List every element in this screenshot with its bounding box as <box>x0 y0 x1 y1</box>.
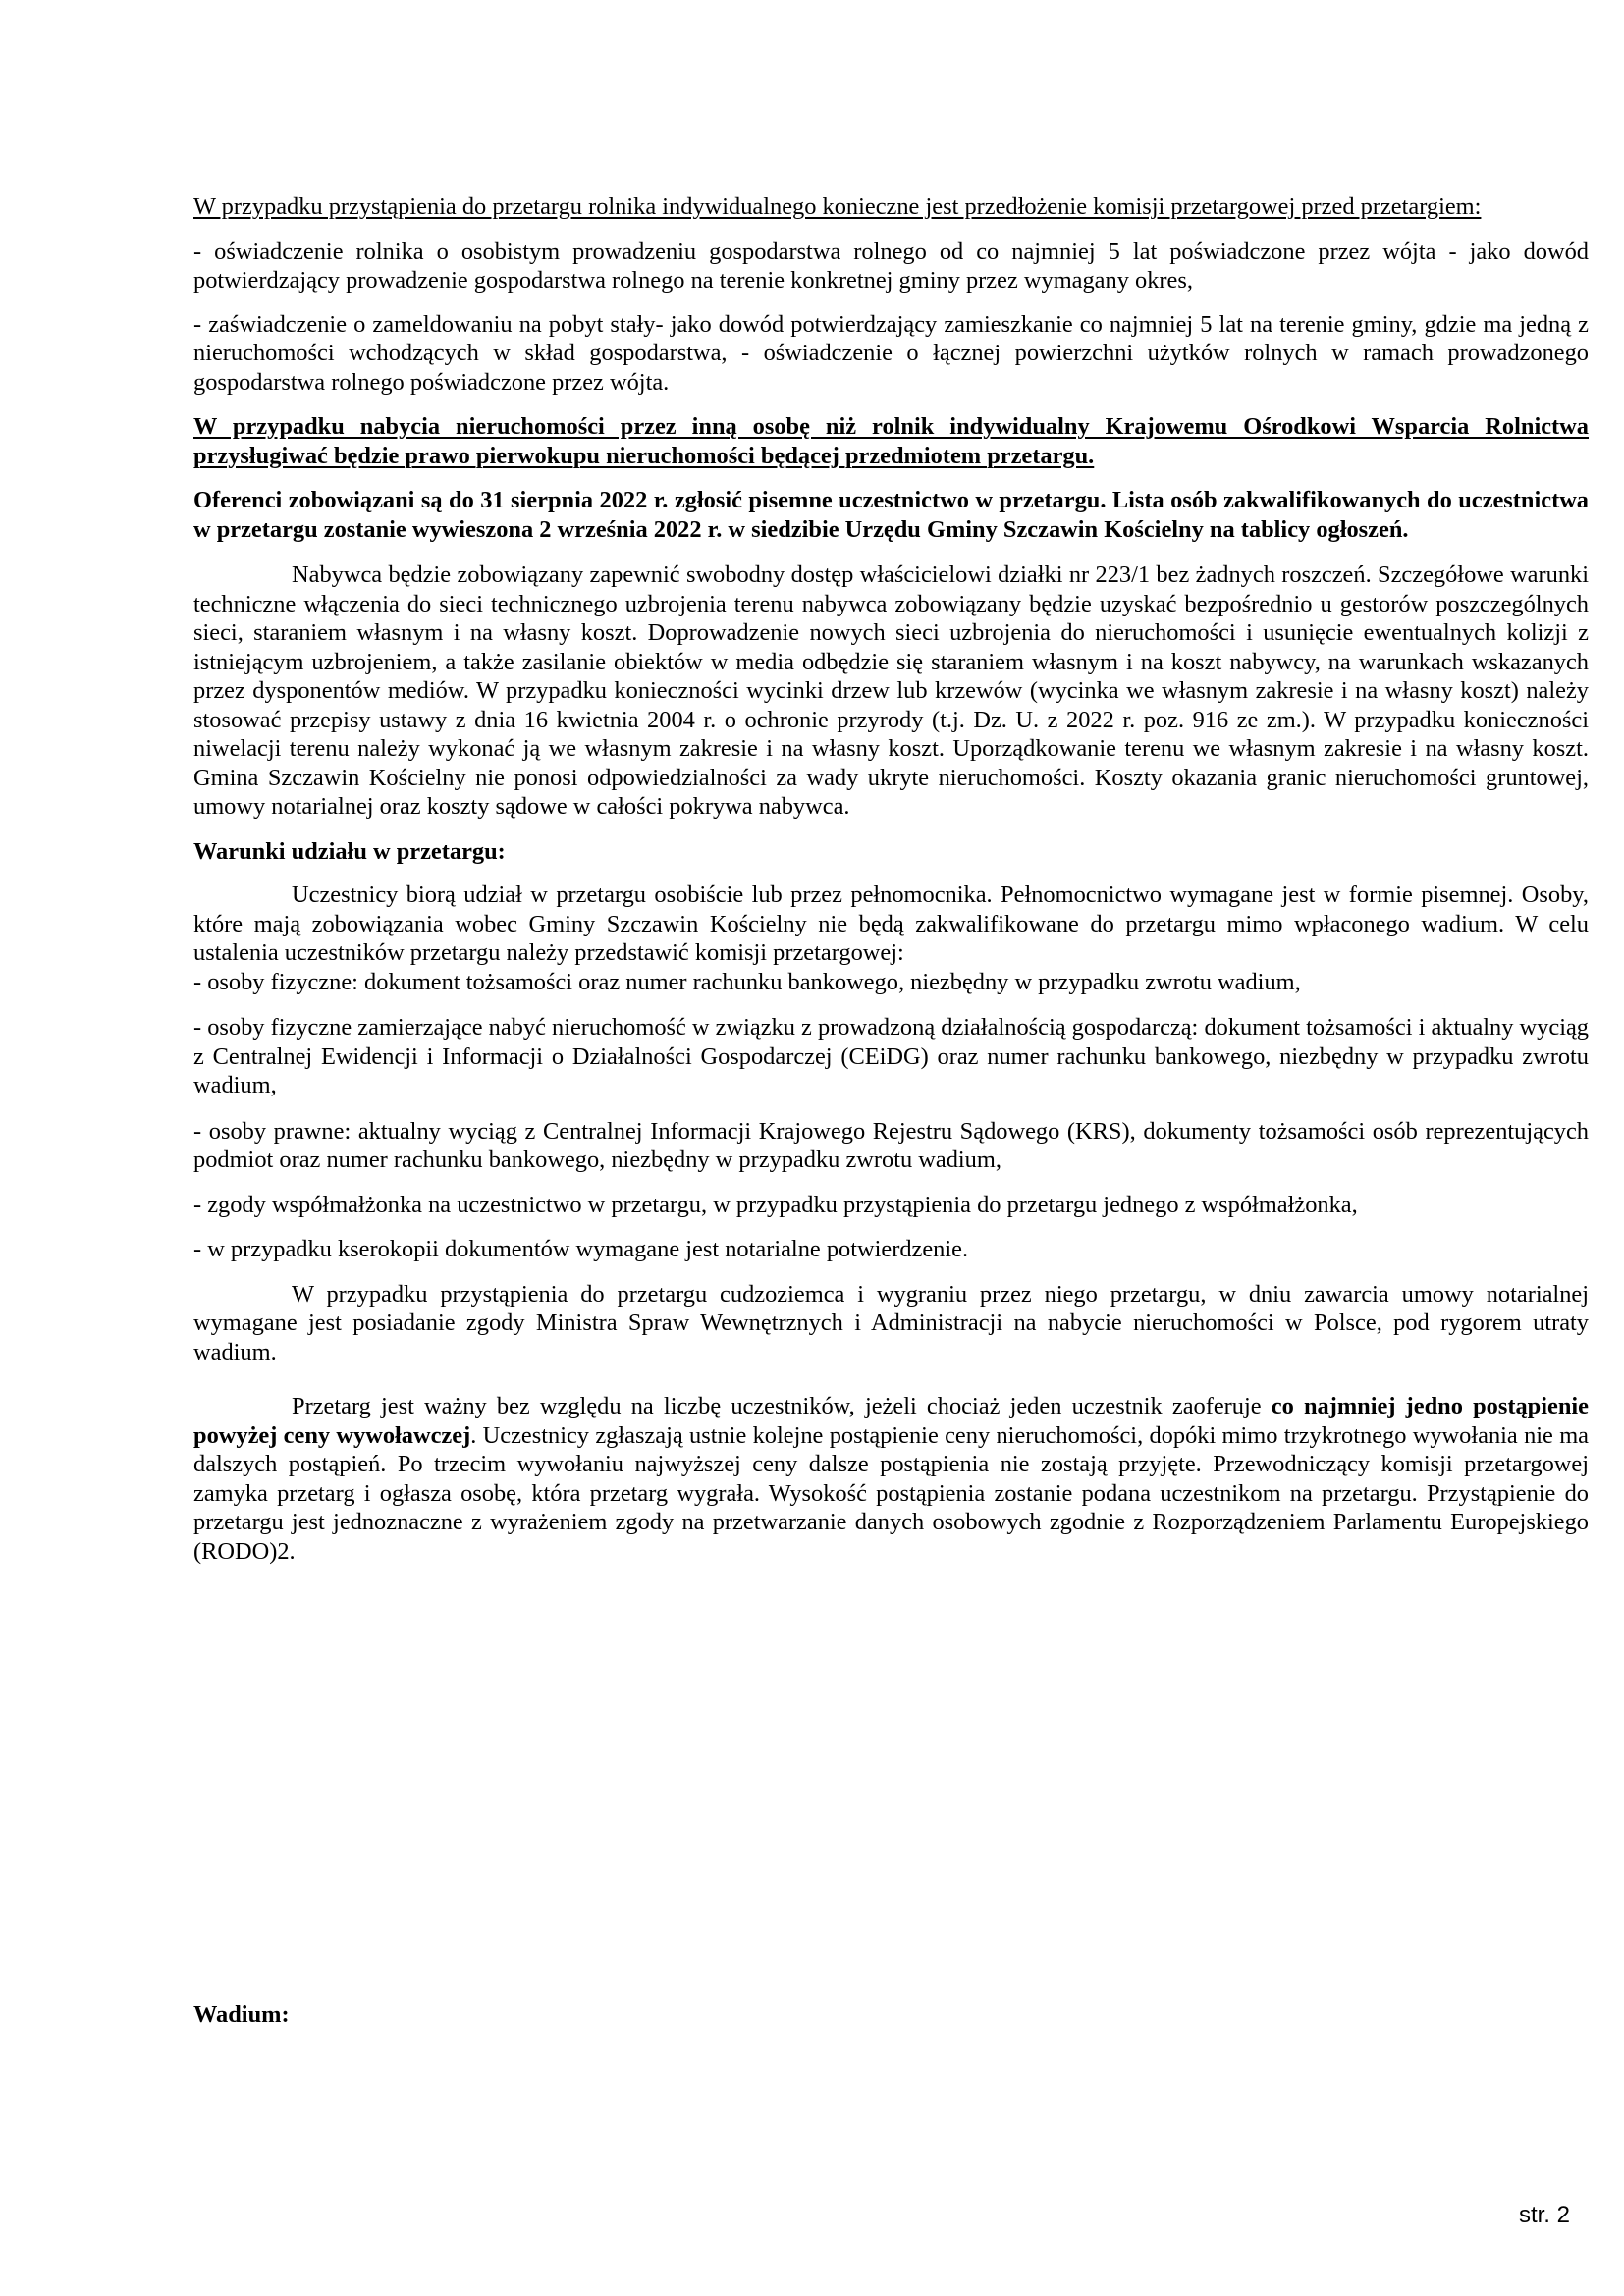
page-number: str. 2 <box>1518 2202 1570 2228</box>
legal-persons-item: - osoby prawne: aktualny wyciąg z Centralnej Informacji Krajowego Rejestru Sądowego (KRS), dokumenty tożsamości osób reprezentujących podmiot oraz numer rachunku bankowego, niezbędny w przypadku zwrotu wadium, <box>193 1117 1589 1173</box>
notarized-copies-item: - w przypadku kserokopii dokumentów wymagane jest notarialne potwierdzenie. <box>193 1236 969 1262</box>
business-persons-item: - osoby fizyczne zamierzające nabyć nieruchomość w związku z prowadzoną działalnością gospodarczą: dokument tożsamości i aktualny wyciąg z Centralnej Ewidencji i Informacji o Działalności Gospodarczej (CEiDG) oraz numer rachunku bankowego, niezbędny w przypadku zwrotu wadium, <box>193 1014 1589 1098</box>
natural-persons-item: - osoby fizyczne: dokument tożsamości oraz numer rachunku bankowego, niezbędny w przypadku zwrotu wadium, <box>193 968 1301 995</box>
document-body <box>193 192 1589 1580</box>
preemption-right-notice: W przypadku nabycia nieruchomości przez inną osobę niż rolnik indywidualny Krajowemu Ośrodkowi Wsparcia Rolnictwa przysługiwać będzie prawo pierwokupu nieruchomości będącej przedmiotem przetargu. <box>193 413 1589 469</box>
participation-conditions-paragraph: Uczestnicy biorą udział w przetargu osobiście lub przez pełnomocnika. Pełnomocnictwo wymagane jest w formie pisemnej. Osoby, które mają zobowiązania wobec Gminy Szczawin Kościelny nie będą zakwalifikowane do przetargu mimo wpłaconego wadium. W celu ustalenia uczestników przetargu należy przedstawić komisji przetargowej: <box>193 881 1589 966</box>
participation-conditions-heading: Warunki udziału w przetargu: <box>193 837 506 865</box>
residence-certificate-item: - zaświadczenie o zameldowaniu na pobyt stały- jako dowód potwierdzający zamieszkanie co najmniej 5 lat na terenie gminy, gdzie ma jedną z nieruchomości wchodzących w skład gospodarstwa, - oświadczenie o łącznej powierzchni użytków rolnych w ramach prowadzonego gospodarstwa rolnego poświadczone przez wójta. <box>193 310 1589 396</box>
farmer-requirements-intro: W przypadku przystąpienia do przetargu rolnika indywidualnego konieczne jest przedłożenie komisji przetargowej przed przetargiem: <box>193 193 1482 220</box>
spouse-consent-item: - zgody współmałżonka na uczestnictwo w przetargu, w przypadku przystąpienia do przetargu jednego z współmałżonka, <box>193 1191 1358 1218</box>
foreigner-paragraph: W przypadku przystąpienia do przetargu cudzoziemca i wygraniu przez niego przetargu, w dniu zawarcia umowy notarialnej wymagane jest posiadanie zgody Ministra Spraw Wewnętrznych i Administracji na nabycie nieruchomości w Polsce, pod rygorem utraty wadium. <box>193 1280 1589 1365</box>
registration-deadline-notice: Oferenci zobowiązani są do 31 sierpnia 2022 r. zgłosić pisemne uczestnictwo w przetargu. Lista osób zakwalifikowanych do uczestnictwa w przetargu zostanie wywieszona 2 września 2022 r. w siedzibie Urzędu Gminy Szczawin Kościelny na tablicy ogłoszeń. <box>193 487 1589 543</box>
auction-validity-text-start: Przetarg jest ważny bez względu na liczbę uczestników, jeżeli chociaż jeden uczestnik zaoferuje <box>292 1393 1272 1419</box>
auction-validity-text-end: . Uczestnicy zgłaszają ustnie kolejne postąpienie ceny nieruchomości, dopóki mimo trzykrotnego wywołania nie ma dalszych postąpień. Po trzecim wywołaniu najwyższej ceny dalsze postąpienia nie zostają przyjęte. Przewodniczący komisji przetargowej zamyka przetarg i ogłasza osobę, która przetarg wygrała. Wysokość postąpienia zostanie podana uczestnikom na przetargu. Przystąpienie do przetargu jest jednoznaczne z wyrażeniem zgody na przetwarzanie danych osobowych zgodnie z Rozporządzeniem Parlamentu Europejskiego (RODO)2. <box>193 1421 1589 1565</box>
auction-validity-bold-text: co najmniej jedno postąpienie powyżej ceny wywoławczej <box>193 1393 1589 1449</box>
wadium-heading: Wadium: <box>193 2002 290 2028</box>
farmer-statement-item: - oświadczenie rolnika o osobistym prowadzeniu gospodarstwa rolnego od co najmniej 5 lat poświadczone przez wójta - jako dowód potwierdzający prowadzenie gospodarstwa rolnego na terenie konkretnej gminy przez wymagany okres, <box>193 238 1589 294</box>
auction-validity-paragraph <box>193 1392 1589 1566</box>
buyer-obligations-paragraph: Nabywca będzie zobowiązany zapewnić swobodny dostęp właścicielowi działki nr 223/1 bez żadnych roszczeń. Szczegółowe warunki techniczne włączenia do sieci technicznego uzbrojenia terenu nabywca zobowiązany będzie uzyskać bezpośrednio u gestorów poszczególnych sieci, staraniem własnym i na własny koszt. Doprowadzenie nowych sieci uzbrojenia do nieruchomości i usunięcie ewentualnych kolizji z istniejącym uzbrojeniem, a także zasilanie obiektów w media odbędzie się staraniem własnym i na koszt nabywcy, na warunkach wskazanych przez dysponentów mediów. W przypadku konieczności wycinki drzew lub krzewów (wycinka we własnym zakresie i na własny koszt) należy stosować przepisy ustawy z dnia 16 kwietnia 2004 r. o ochronie przyrody (t.j. Dz. U. z 2022 r. poz. 916 ze zm.). W przypadku konieczności niwelacji terenu należy wykonać ją we własnym zakresie i na własny koszt. Uporządkowanie terenu we własnym zakresie i na własny koszt. Gmina Szczawin Kościelny nie ponosi odpowiedzialności za wady ukryte nieruchomości. Koszty okazania granic nieruchomości gruntowej, umowy notarialnej oraz koszty sądowe w całości pokrywa nabywca. <box>193 561 1589 820</box>
